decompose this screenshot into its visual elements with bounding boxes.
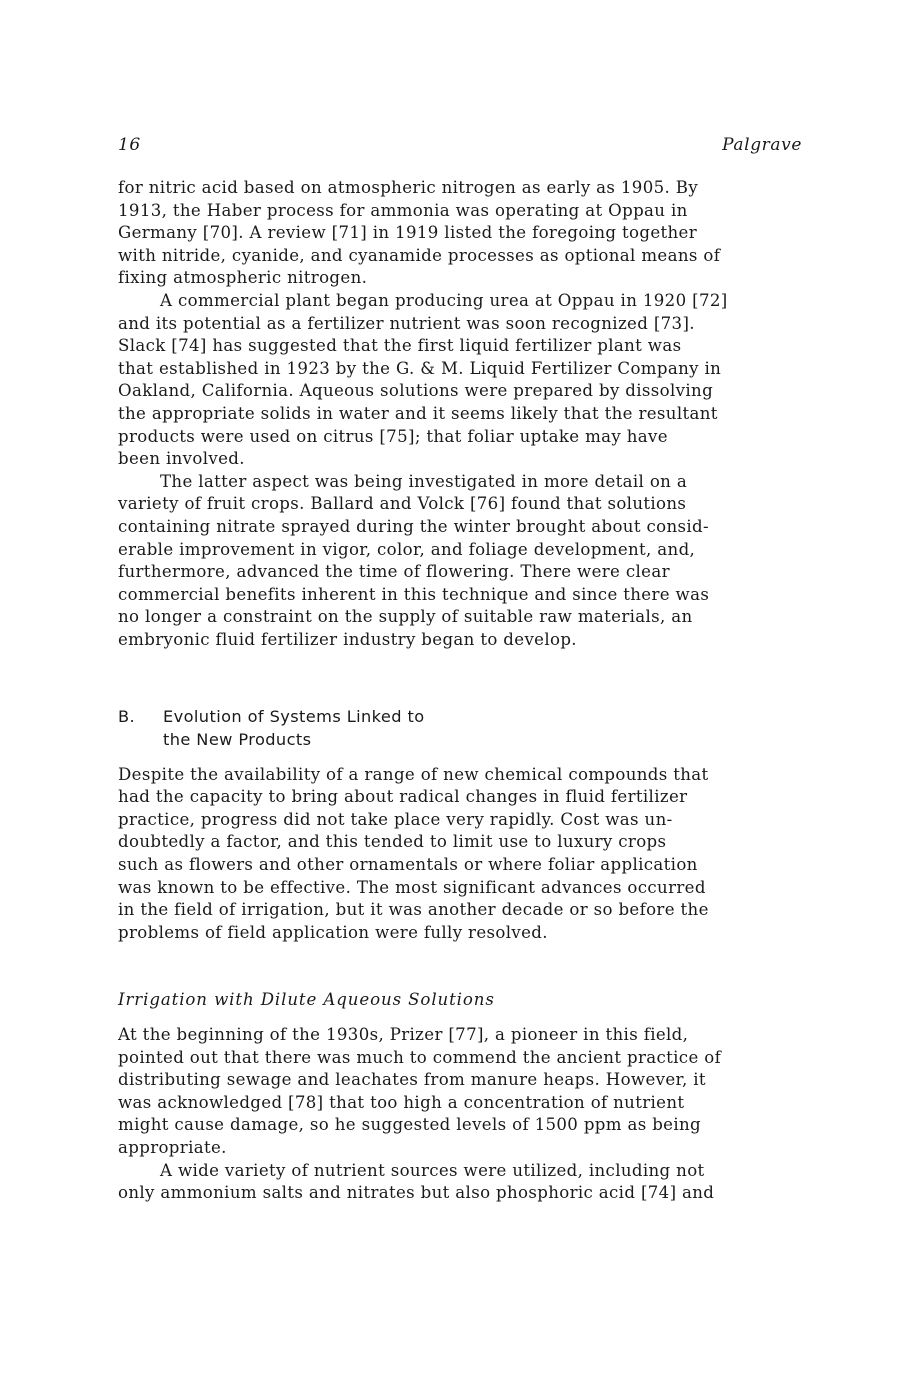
text-line: with nitride, cyanide, and cyanamide processes as optional means of	[118, 245, 721, 265]
text-line: Slack [74] has suggested that the first liquid fertilizer plant was	[118, 336, 682, 356]
running-head: Palgrave	[722, 135, 802, 155]
paragraph-3	[118, 471, 808, 652]
text-line: that established in 1923 by the G. & M. Liquid Fertilizer Company in	[118, 358, 722, 378]
text-line: products were used on citrus [75]; that foliar uptake may have	[118, 426, 668, 446]
text-line: commercial benefits inherent in this technique and since there was	[118, 584, 710, 604]
text-line: only ammonium salts and nitrates but also phosphoric acid [74] and	[118, 1183, 715, 1203]
section-title-line: the New Products	[163, 730, 312, 750]
paragraph-2	[118, 290, 808, 471]
text-line: Germany [70]. A review [71] in 1919 listed the foregoing together	[118, 223, 697, 243]
text-line: had the capacity to bring about radical changes in fluid fertilizer	[118, 787, 688, 807]
text-line: At the beginning of the 1930s, Prizer [77], a pioneer in this field,	[118, 1025, 689, 1044]
paragraph-5	[118, 1024, 808, 1160]
text-line: Oakland, California. Aqueous solutions were prepared by dissolving	[118, 381, 714, 401]
text-line: was acknowledged [78] that too high a concentration of nutrient	[118, 1092, 685, 1112]
subsection-heading: Irrigation with Dilute Aqueous Solutions	[118, 990, 495, 1010]
text-line: no longer a constraint on the supply of suitable raw materials, an	[118, 607, 693, 627]
text-line: been involved.	[118, 449, 245, 469]
text-line: 1913, the Haber process for ammonia was operating at Oppau in	[118, 200, 688, 220]
text-line: was known to be effective. The most significant advances occurred	[118, 877, 706, 897]
text-line: appropriate.	[118, 1137, 227, 1157]
text-line: fixing atmospheric nitrogen.	[118, 268, 368, 288]
section-heading-b	[118, 706, 808, 751]
text-line: containing nitrate sprayed during the winter brought about consid-	[118, 516, 709, 536]
section-letter: B.	[118, 707, 136, 727]
text-line: embryonic fluid fertilizer industry began to develop.	[118, 629, 577, 649]
text-line: pointed out that there was much to commend the ancient practice of	[118, 1047, 722, 1067]
text-line: might cause damage, so he suggested levels of 1500 ppm as being	[118, 1115, 702, 1135]
text-line: distributing sewage and leachates from manure heaps. However, it	[118, 1070, 706, 1090]
text-line: doubtedly a factor, and this tended to limit use to luxury crops	[118, 832, 667, 852]
paragraph-4	[118, 764, 808, 945]
text-line: for nitric acid based on atmospheric nitrogen as early as 1905. By	[118, 178, 699, 197]
book-page	[118, 130, 808, 1205]
text-line: A wide variety of nutrient sources were utilized, including not	[160, 1160, 705, 1180]
text-line: in the field of irrigation, but it was another decade or so before the	[118, 900, 709, 920]
page-header	[118, 130, 808, 162]
text-line: and its potential as a fertilizer nutrient was soon recognized [73].	[118, 313, 695, 333]
text-line: A commercial plant began producing urea at Oppau in 1920 [72]	[160, 290, 728, 310]
text-line: problems of field application were fully resolved.	[118, 922, 548, 942]
text-line: Despite the availability of a range of new chemical compounds that	[118, 764, 709, 784]
paragraph-6	[118, 1160, 808, 1205]
text-line: variety of fruit crops. Ballard and Volck [76] found that solutions	[118, 494, 687, 514]
text-line: erable improvement in vigor, color, and foliage development, and,	[118, 539, 696, 559]
text-line: furthermore, advanced the time of flowering. There were clear	[118, 562, 670, 582]
text-line: such as flowers and other ornamentals or where foliar application	[118, 855, 698, 875]
page-number: 16	[118, 135, 141, 155]
paragraph-1	[118, 177, 808, 290]
section-title-line: Evolution of Systems Linked to	[163, 707, 425, 727]
text-line: the appropriate solids in water and it seems likely that the resultant	[118, 403, 718, 423]
text-line: practice, progress did not take place very rapidly. Cost was un-	[118, 809, 673, 829]
text-line: The latter aspect was being investigated in more detail on a	[160, 471, 688, 491]
